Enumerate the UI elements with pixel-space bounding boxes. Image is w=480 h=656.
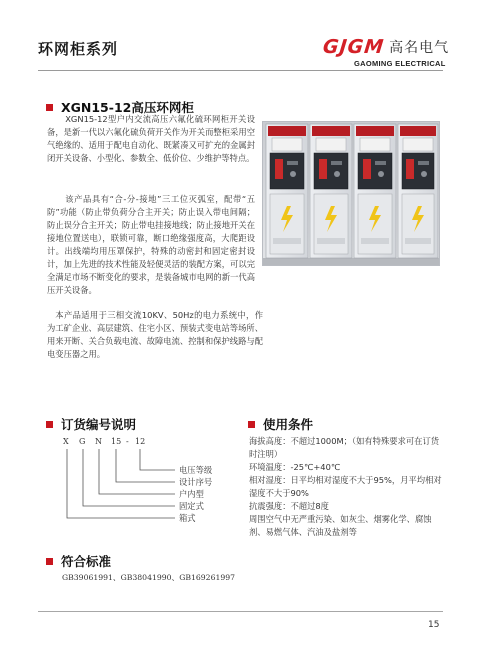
bullet-square-icon	[248, 421, 255, 428]
logo-mark: GJGM	[321, 36, 386, 58]
product-title: XGN15-12高压环网柜	[61, 100, 194, 115]
code-label-indoor: 户内型	[179, 489, 204, 499]
standards-title: 符合标准	[61, 554, 112, 569]
product-description-1: XGN15-12型户内交流高压六氟化硫环网柜开关设备，是新一代以六氟化硫负荷开关作为开关而整柜采用空气绝缘的、适用于配电自动化、既紧凑又可扩充的金属封闭开关设备、小型化、参数全、低价位、少维护等特点。	[47, 114, 255, 163]
product-description-2: 该产品具有“合-分-接地”三工位灭弧室，配带“五防”功能（防止带负荷分合主开关；防止误入带电间隔；防止误分合主开关；防止带电挂接地线；防止接地开关在接地位置送电），联锁可靠，断口绝缘强度高，大爬距设计。出线端均用压罩保护，特殊的动密封和固定密封设计，加上先进的技术性能及轻便灵活的装配方案，可以完全满足市场不断变化的要求，是装备城市电网的新一代高压开关设备。	[47, 194, 255, 295]
company-logo	[323, 36, 449, 58]
switchgear-cabinet-photo	[262, 121, 440, 266]
conditions-heading	[248, 415, 313, 433]
code-connector-lines	[63, 437, 183, 527]
code-char: 12	[135, 437, 146, 446]
standards-heading	[46, 552, 111, 570]
cabinet-illustration	[263, 122, 440, 266]
bullet-square-icon	[46, 558, 53, 565]
product-description-3: 本产品适用于三相交流10KV、50Hz的电力系统中，作为工矿企业、高层建筑、住宅小区、预装式变电站等场所、用来开断、关合负载电流、故障电流、控制和保护线路与配电变压器之用。	[47, 310, 263, 359]
condition-item: 海拔高度：不超过1000M；（如有特殊要求可在订货时注明）	[249, 436, 440, 459]
bullet-square-icon	[46, 421, 53, 428]
conditions-title: 使用条件	[263, 417, 314, 432]
condition-item: 抗震强度：不超过8度	[249, 501, 329, 511]
logo-english-name: GAOMING ELECTRICAL	[354, 59, 446, 68]
code-char: 15	[111, 437, 122, 446]
logo-chinese-name: 高名电气	[389, 40, 450, 56]
condition-item: 环境温度：-25℃+40℃	[249, 462, 341, 472]
condition-item: 相对湿度：日平均相对湿度不大于95%，月平均相对湿度不大于90%	[249, 475, 442, 498]
page-header-title: 环网柜系列	[38, 40, 119, 58]
order-code-heading	[46, 415, 136, 433]
code-label-design: 设计序号	[179, 477, 213, 487]
footer-divider	[38, 611, 443, 612]
code-label-fixed: 固定式	[179, 501, 204, 511]
header-divider	[38, 70, 443, 71]
bullet-square-icon	[46, 104, 53, 111]
code-char: X	[63, 437, 69, 446]
code-char: N	[95, 437, 102, 446]
standards-list: GB39061991、GB38041990、GB169261997	[62, 573, 236, 582]
condition-item: 周围空气中无严重污染、如灰尘、烟雾化学、腐蚀剂、易燃气体、汽油及盐剂等	[249, 514, 432, 537]
conditions-list	[249, 435, 447, 539]
code-label-box: 箱式	[179, 513, 196, 523]
code-label-voltage: 电压等级	[179, 465, 213, 475]
code-char: G	[79, 437, 86, 446]
page-number: 15	[428, 620, 440, 630]
order-code-title: 订货编号说明	[61, 417, 137, 432]
code-char: -	[126, 437, 129, 446]
